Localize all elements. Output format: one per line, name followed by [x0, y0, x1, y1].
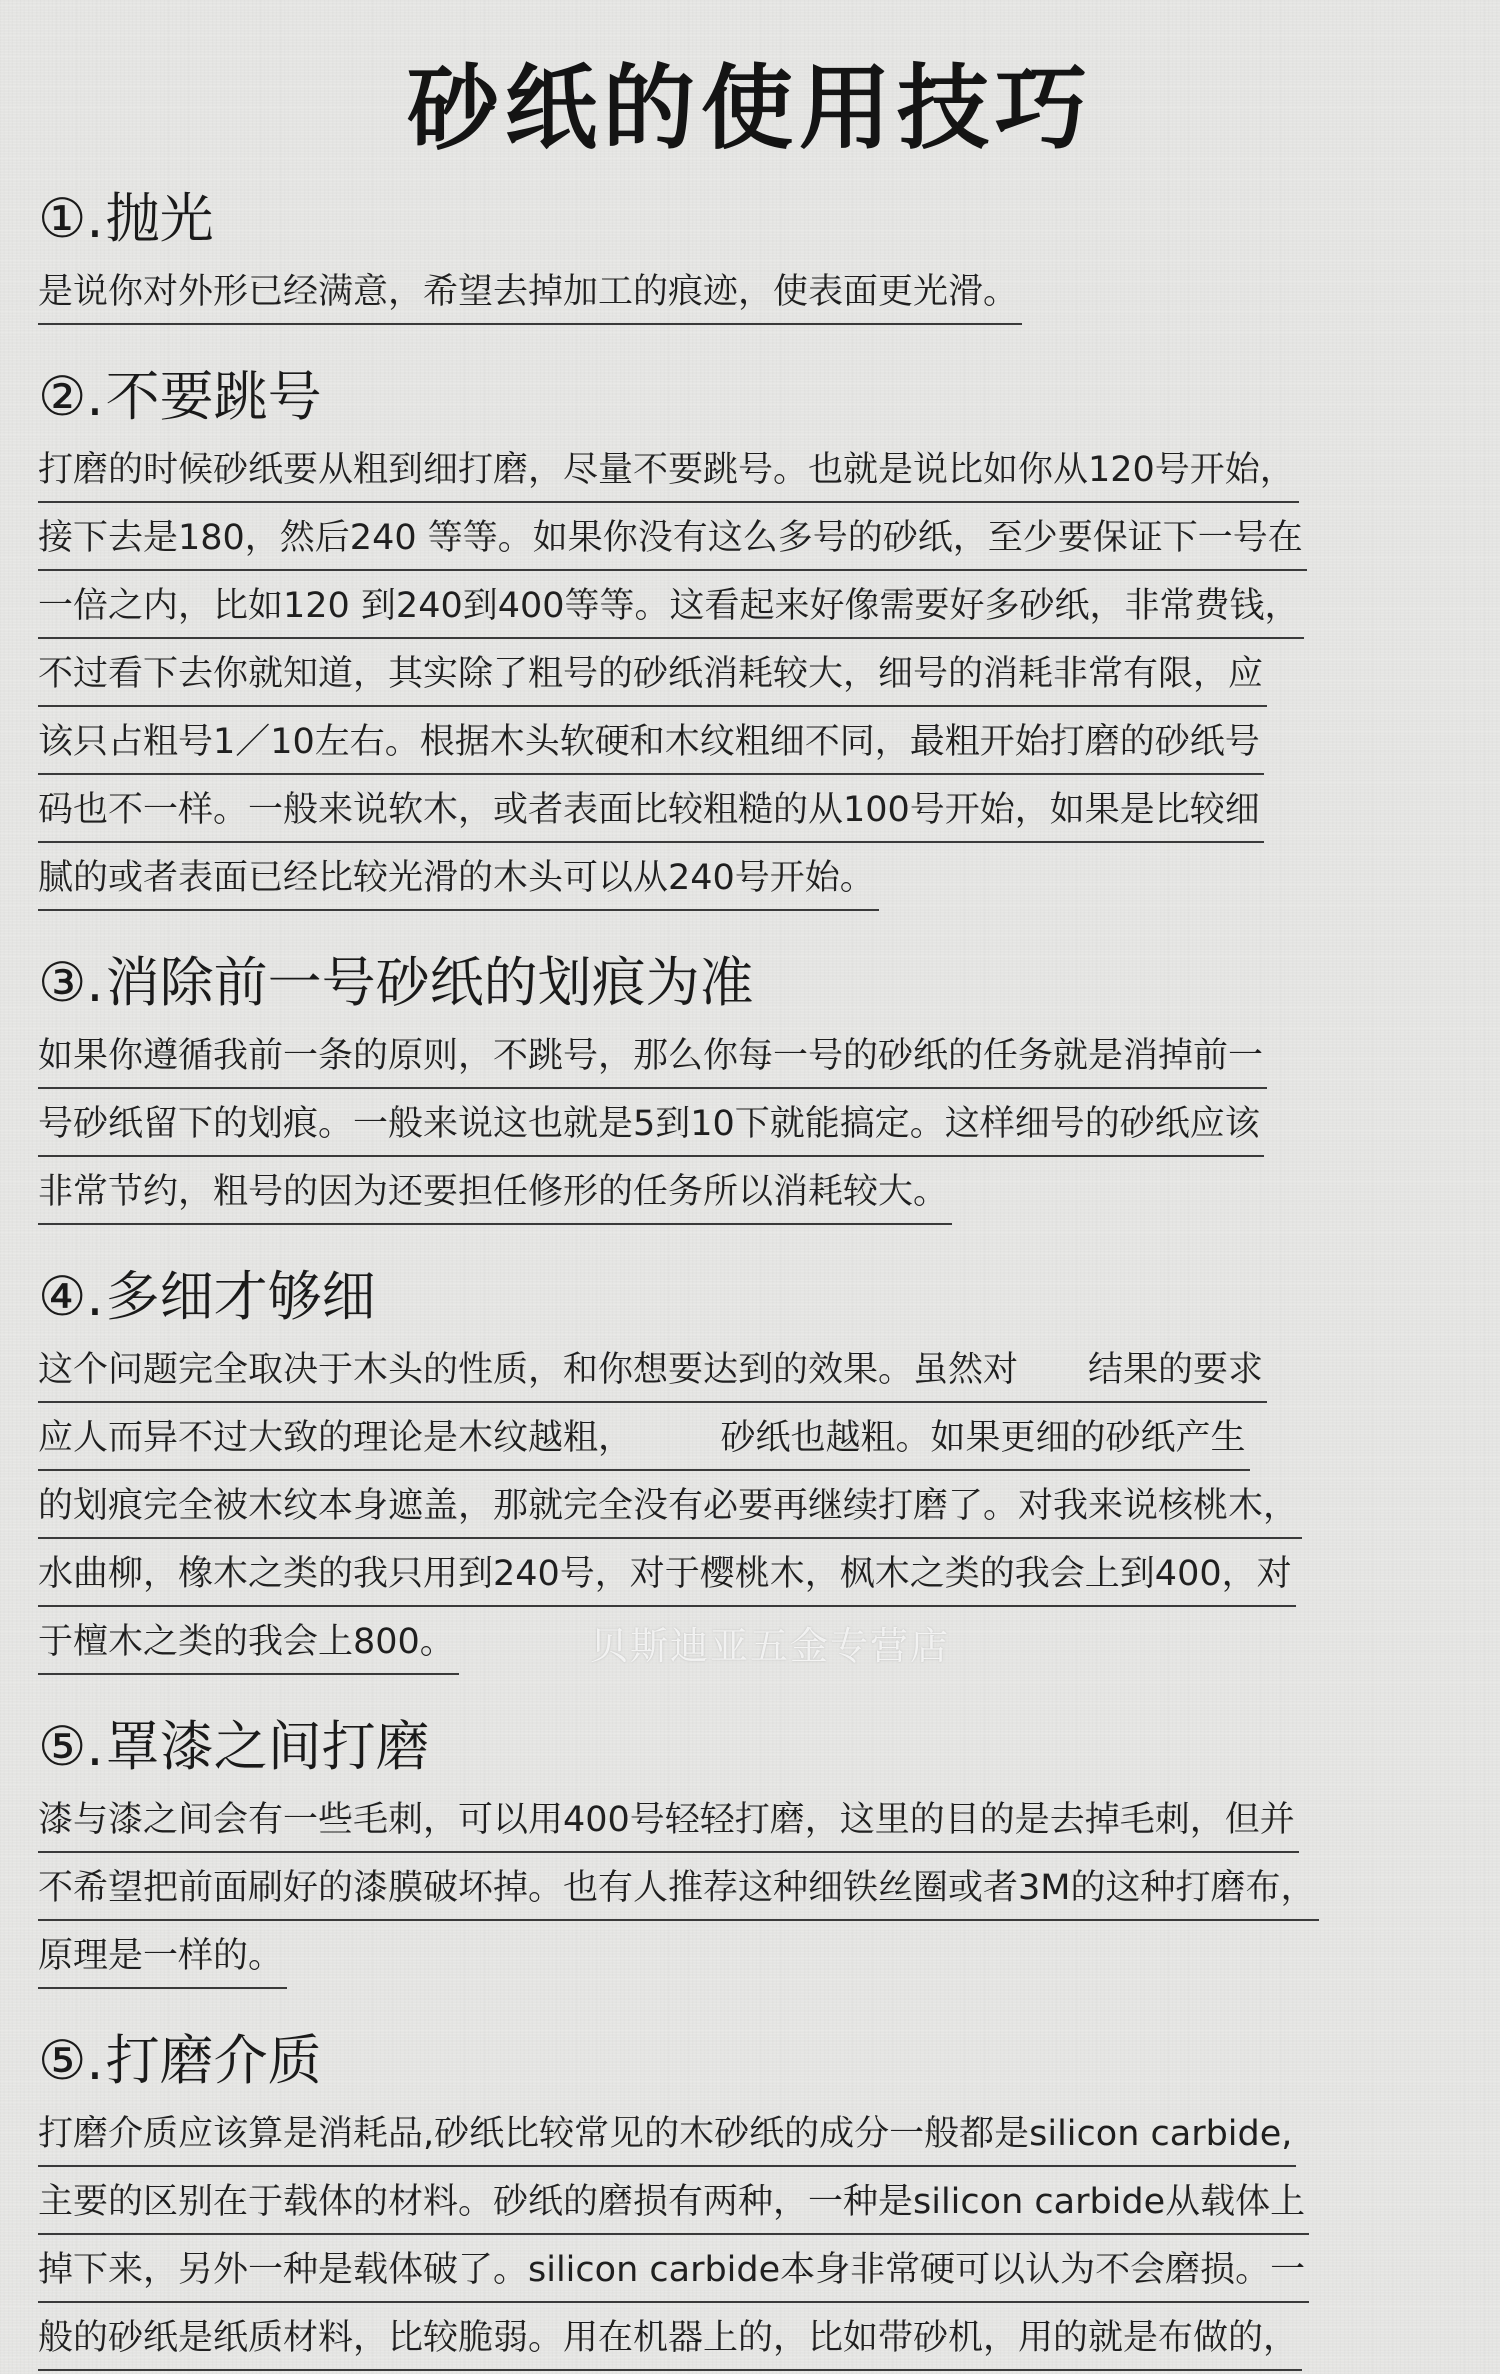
underlined-text-line: [38, 260, 1462, 328]
line-text: 水曲柳，橡木之类的我只用到240号，对于樱桃木，枫木之类的我会上到400，对: [38, 1546, 1296, 1607]
underlined-text-line: [38, 1024, 1462, 1092]
underlined-text-line: [38, 1406, 1462, 1474]
section-heading-text: 多细才够细: [105, 1265, 376, 1328]
underlined-text-line: [38, 846, 1462, 914]
section-heading-text: 抛光: [105, 187, 214, 250]
section-body: [38, 2102, 1462, 2374]
section-number: ①.: [38, 187, 104, 250]
underlined-text-line: [38, 1924, 1462, 1992]
section-heading: [38, 362, 1462, 432]
line-text: 非常节约，粗号的因为还要担任修形的任务所以消耗较大。: [38, 1164, 952, 1225]
underlined-text-line: [38, 710, 1462, 778]
underlined-text-line: [38, 2306, 1462, 2374]
line-text: 不过看下去你就知道，其实除了粗号的砂纸消耗较大，细号的消耗非常有限，应: [38, 646, 1267, 707]
underlined-text-line: [38, 1338, 1462, 1406]
section-body: [38, 1024, 1462, 1228]
section-number: ⑤.: [38, 1715, 104, 1778]
line-text: 打磨介质应该算是消耗品,砂纸比较常见的木砂纸的成分一般都是silicon carbide,: [38, 2106, 1296, 2167]
line-text: 掉下来，另外一种是载体破了。silicon carbide本身非常硬可以认为不会磨损。一: [38, 2242, 1309, 2303]
line-text: 般的砂纸是纸质材料，比较脆弱。用在机器上的，比如带砂机，用的就是布做的，: [38, 2310, 1302, 2371]
line-text: 的划痕完全被木纹本身遮盖，那就完全没有必要再继续打磨了。对我来说核桃木，: [38, 1478, 1302, 1539]
underlined-text-line: [38, 438, 1462, 506]
line-text: 一倍之内，比如120 到240到400等等。这看起来好像需要好多砂纸，非常费钱，: [38, 578, 1304, 639]
underlined-text-line: [38, 1474, 1462, 1542]
section-number: ③.: [38, 951, 104, 1014]
underlined-text-line: [38, 1856, 1462, 1924]
section-body: [38, 260, 1462, 328]
section-number: ④.: [38, 1265, 104, 1328]
line-text: 这个问题完全取决于木头的性质，和你想要达到的效果。虽然对 结果的要求: [38, 1342, 1267, 1403]
line-text: 腻的或者表面已经比较光滑的木头可以从240号开始。: [38, 850, 879, 911]
section-heading: [38, 948, 1462, 1018]
line-text: 不希望把前面刷好的漆膜破坏掉。也有人推荐这种细铁丝圈或者3M的这种打磨布，: [38, 1860, 1319, 1921]
section-number: ②.: [38, 365, 104, 428]
section-heading: [38, 1712, 1462, 1782]
section-5: [38, 1712, 1462, 1992]
sections-container: [38, 184, 1462, 2374]
underlined-text-line: [38, 2102, 1462, 2170]
underlined-text-line: [38, 642, 1462, 710]
underlined-text-line: [38, 2170, 1462, 2238]
line-text: 号砂纸留下的划痕。一般来说这也就是5到10下就能搞定。这样细号的砂纸应该: [38, 1096, 1264, 1157]
section-heading-text: 罩漆之间打磨: [105, 1715, 430, 1778]
underlined-text-line: [38, 1160, 1462, 1228]
line-text: 是说你对外形已经满意，希望去掉加工的痕迹，使表面更光滑。: [38, 264, 1022, 325]
line-text: 打磨的时候砂纸要从粗到细打磨，尽量不要跳号。也就是说比如你从120号开始，: [38, 442, 1299, 503]
line-text: 码也不一样。一般来说软木，或者表面比较粗糙的从100号开始，如果是比较细: [38, 782, 1264, 843]
watermark: 贝斯迪亚五金专营店: [590, 1624, 951, 1668]
section-2: [38, 362, 1462, 914]
underlined-text-line: [38, 574, 1462, 642]
line-text: 原理是一样的。: [38, 1928, 287, 1989]
line-text: 接下去是180，然后240 等等。如果你没有这么多号的砂纸，至少要保证下一号在: [38, 510, 1307, 571]
line-text: 如果你遵循我前一条的原则，不跳号，那么你每一号的砂纸的任务就是消掉前一: [38, 1028, 1267, 1089]
section-body: [38, 1788, 1462, 1992]
section-heading-text: 不要跳号: [105, 365, 322, 428]
section-heading-text: 消除前一号砂纸的划痕为准: [105, 951, 754, 1014]
section-number: ⑤.: [38, 2029, 104, 2092]
line-text: 主要的区别在于载体的材料。砂纸的磨损有两种，一种是silicon carbide从载体上: [38, 2174, 1309, 2235]
underlined-text-line: [38, 2238, 1462, 2306]
line-text: 应人而异不过大致的理论是木纹越粗， 砂纸也越粗。如果更细的砂纸产生: [38, 1410, 1250, 1471]
section-3: [38, 948, 1462, 1228]
line-text: 漆与漆之间会有一些毛刺，可以用400号轻轻打磨，这里的目的是去掉毛刺，但并: [38, 1792, 1299, 1853]
section-heading: [38, 1262, 1462, 1332]
section-1: [38, 184, 1462, 328]
underlined-text-line: [38, 1092, 1462, 1160]
section-heading-text: 打磨介质: [105, 2029, 322, 2092]
line-text: 于檀木之类的我会上800。: [38, 1614, 459, 1675]
page-title: 砂纸的使用技巧: [406, 55, 1093, 162]
section-body: [38, 438, 1462, 914]
underlined-text-line: [38, 778, 1462, 846]
underlined-text-line: [38, 1788, 1462, 1856]
underlined-text-line: [38, 1542, 1462, 1610]
underlined-text-line: [38, 506, 1462, 574]
section-heading: [38, 184, 1462, 254]
line-text: 该只占粗号1／10左右。根据木头软硬和木纹粗细不同，最粗开始打磨的砂纸号: [38, 714, 1264, 775]
section-heading: [38, 2026, 1462, 2096]
